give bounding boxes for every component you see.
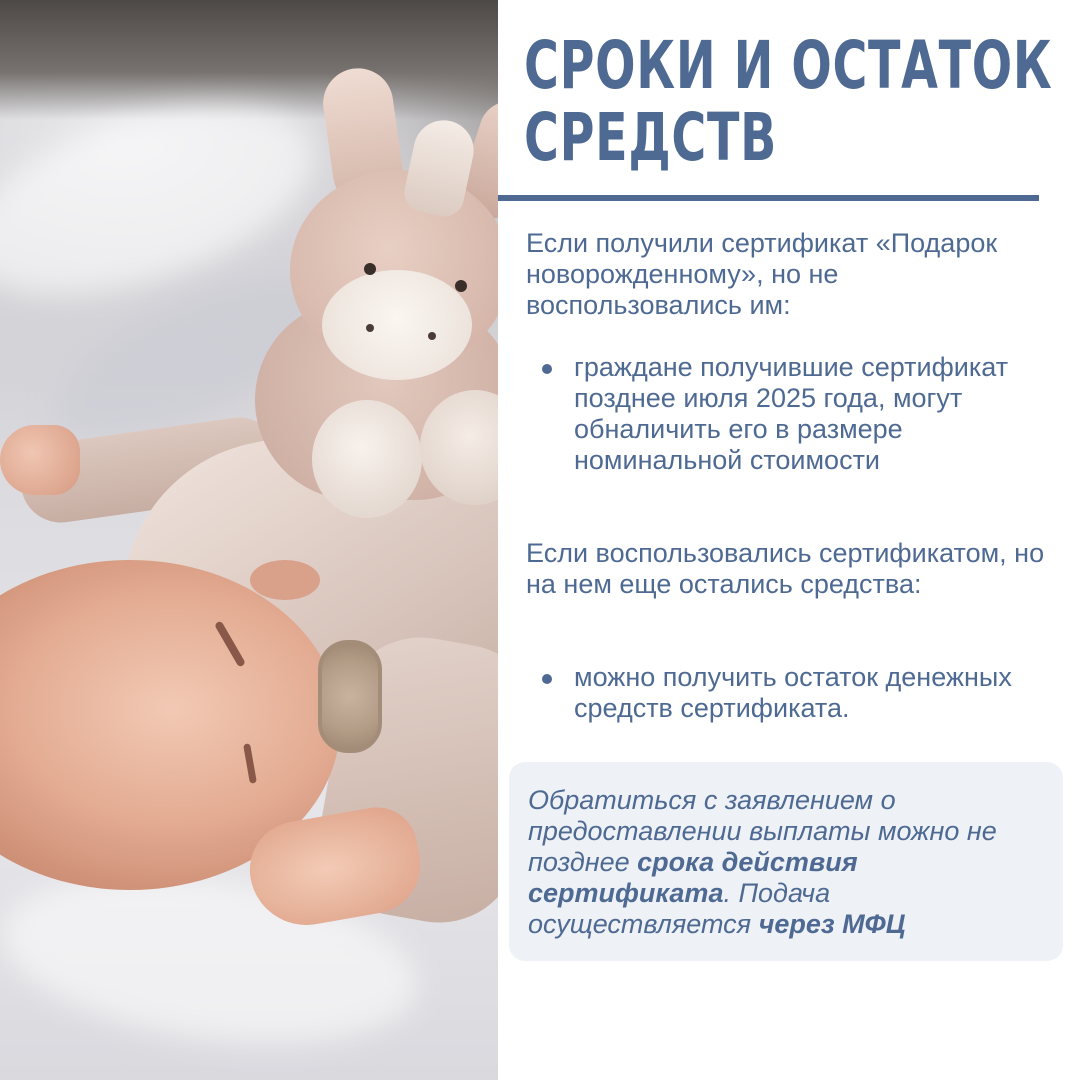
- photo-toy-eye: [364, 263, 376, 275]
- note-highlight-deadline: срока действия сертификата: [528, 847, 858, 908]
- page-title-line: СРОКИ И ОСТАТОК: [524, 27, 1053, 104]
- photo-baby-hand: [0, 425, 80, 495]
- title-divider: [498, 195, 1039, 201]
- photo-wall: [0, 0, 498, 120]
- section-intro-remaining-funds: Если воспользовались сертификатом, но на нем еще остались средства:: [526, 538, 1045, 599]
- section-intro-unused-certificate: Если получили сертификат «Подарок новорожденному», но не воспользовались им:: [526, 228, 998, 320]
- bullet-dot-icon: [542, 364, 552, 374]
- bullet-remaining-balance: можно получить остаток денежных средств сертификата.: [574, 662, 1012, 723]
- note-text-part: Обратиться с заявлением о предоставлении выплаты можно не позднее: [528, 785, 997, 877]
- sleeping-baby-photo: [0, 0, 498, 1080]
- photo-pacifier: [318, 640, 382, 753]
- page-title: [524, 27, 1053, 176]
- note-highlight-mfc: через МФЦ: [758, 909, 906, 939]
- note-text: [528, 785, 1053, 940]
- photo-toy-eye: [455, 280, 467, 292]
- photo-toy-nostril: [428, 332, 436, 340]
- bullet-cash-out: граждане получившие сертификат позднее июля 2025 года, могут обналичить его в размере номинальной стоимости: [574, 352, 1009, 475]
- photo-baby-ear: [250, 560, 320, 600]
- bullet-dot-icon: [542, 674, 552, 684]
- photo-toy-foot: [312, 400, 422, 518]
- photo-toy-nostril: [366, 324, 374, 332]
- note-text-part: . Подача осуществляется: [528, 878, 831, 939]
- photo-toy-snout: [322, 270, 472, 380]
- page-title-line: СРЕДСТВ: [524, 99, 778, 176]
